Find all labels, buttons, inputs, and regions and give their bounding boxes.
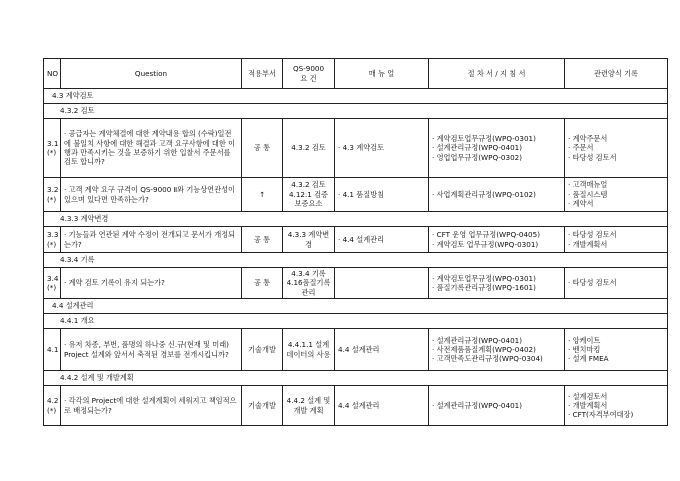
form-item: · 계약주문서 xyxy=(568,133,608,143)
procedure-item: · 사전제품품질계획(WPQ-0402) xyxy=(432,344,536,354)
row-question: · 고객 계약 요구 규격이 QS-9000 Ⅱ와 기능상연관성이 있으며 있다면 만족하는가? xyxy=(61,178,242,212)
table-row xyxy=(44,227,668,253)
row-procedures xyxy=(429,227,565,253)
form-item: · 타당성 검토서 xyxy=(568,278,617,288)
form-item: · 벤치마킹 xyxy=(568,344,601,354)
procedure-item: · 영업업무규정(WPQ-0302) xyxy=(432,152,523,162)
row-no: 3.2 (*) xyxy=(44,178,61,212)
section-row xyxy=(44,212,668,227)
table-row xyxy=(44,329,668,371)
section-4-4: 4.4 설계관리 xyxy=(44,299,668,314)
row-qs: 4.4.1.1 설계데이터의 사용 xyxy=(283,329,335,371)
row-procedures xyxy=(429,329,565,371)
row-manual: · 4.1 품질방침 xyxy=(335,178,429,212)
row-qs: 4.3.4 기록 4.16품질기록관리 xyxy=(283,268,335,299)
section-row xyxy=(44,299,668,314)
row-procedures xyxy=(429,178,565,212)
procedure-item: · 고객만족도관리규정(WPQ-0304) xyxy=(432,354,543,364)
row-dept: 기술개발 xyxy=(242,329,283,371)
form-item: · 타당성 검토서 xyxy=(568,152,617,162)
procedure-item: · 품질기록관리규정(WPQ-1601) xyxy=(432,283,536,293)
row-qs: 4.4.2 설계 및 개발 계획 xyxy=(283,386,335,426)
header-question: Question xyxy=(61,59,242,89)
row-question: · 기능들과 연관된 계약 수정이 전개되고 문서가 개정되는가? xyxy=(61,227,242,253)
header-procedure: 절 차 서 / 지 침 서 xyxy=(429,59,565,89)
section-4-4-2: 4.4.2 설계 및 개발계획 xyxy=(44,371,668,386)
procedure-item: · 계약검토업무규정(WPQ-0301) xyxy=(432,133,536,143)
row-forms xyxy=(565,227,668,253)
row-question: · 계약 검토 기록이 유지 되는가? xyxy=(61,268,242,299)
row-procedures xyxy=(429,268,565,299)
row-no: 3.4 (*) xyxy=(44,268,61,299)
row-manual xyxy=(335,268,429,299)
row-forms xyxy=(565,178,668,212)
table-row xyxy=(44,268,668,299)
row-question: · 공급자는 계약체결에 대한 계약내용 합의 (수락)일전에 불일치 사항에 대한 해결과 고객 요구사항에 대한 이행과 만족시키는 것을 보증하기 위한 입찰서 주문서를 검토 합니까? xyxy=(61,119,242,178)
row-dept: 기술개발 xyxy=(242,386,283,426)
header-qs-line2: 요 건 xyxy=(300,73,317,83)
row-manual: 4.4 설계관리 xyxy=(335,386,429,426)
row-qs: 4.3.2 검토 4.12.1 검증보증요소 xyxy=(283,178,335,212)
procedure-item: · 계약검토 업무규정(WPQ-0301) xyxy=(432,239,539,249)
header-forms: 관련양식 기록 xyxy=(565,59,668,89)
row-no: 4.2 (*) xyxy=(44,386,61,426)
section-row xyxy=(44,314,668,329)
header-qs-line1: QS-9000 xyxy=(292,64,325,74)
section-4-3: 4.3 계약검토 xyxy=(44,89,668,104)
section-row xyxy=(44,371,668,386)
row-forms xyxy=(565,268,668,299)
header-manual: 매 뉴 얼 xyxy=(335,59,429,89)
section-row xyxy=(44,104,668,119)
row-procedures xyxy=(429,386,565,426)
header-qs xyxy=(283,59,335,89)
row-no: 3.1 (*) xyxy=(44,119,61,178)
row-dept: 공 통 xyxy=(242,119,283,178)
row-qs: 4.3.2 검토 xyxy=(283,119,335,178)
section-4-3-4: 4.3.4 기록 xyxy=(44,253,668,268)
form-item: · 개발계획서 xyxy=(568,400,608,410)
form-item: · 계약서 xyxy=(568,199,594,209)
procedure-item: · 사업계획관리규정(WPQ-0102) xyxy=(432,189,536,199)
form-item: · 설계검토서 xyxy=(568,391,608,401)
row-forms xyxy=(565,329,668,371)
row-qs: 4.3.3 계약변경 xyxy=(283,227,335,253)
form-item: · 타당성 검토서 xyxy=(568,230,617,240)
section-4-3-3: 4.3.3 계약변경 xyxy=(44,212,668,227)
procedure-item: · CFT 운영 업무규정(WPQ-0405) xyxy=(432,230,541,240)
form-item: · CFT(자격부여대장) xyxy=(568,410,634,420)
form-item: · 품질시스템 xyxy=(568,189,608,199)
procedure-item: · 설계관리규정(WPQ-0401) xyxy=(432,143,523,153)
row-dept: 공 통 xyxy=(242,227,283,253)
header-row xyxy=(44,59,668,89)
form-item: · 앙케이트 xyxy=(568,335,601,345)
procedure-item: · 계약검토업무규정(WPQ-0301) xyxy=(432,273,536,283)
section-row xyxy=(44,89,668,104)
row-forms xyxy=(565,119,668,178)
form-item: · 주문서 xyxy=(568,143,594,153)
row-no: 3.3 (*) xyxy=(44,227,61,253)
section-4-3-2: 4.3.2 검토 xyxy=(44,104,668,119)
checklist-table xyxy=(43,58,668,426)
table-row xyxy=(44,178,668,212)
row-dept: 공 통 xyxy=(242,268,283,299)
form-item: · 고객매뉴얼 xyxy=(568,180,608,190)
row-forms xyxy=(565,386,668,426)
row-question: · 각각의 Project에 대한 설계계획이 세워지고 책임적으로 배정되는가? xyxy=(61,386,242,426)
table-row xyxy=(44,386,668,426)
procedure-item: · 설계관리규정(WPQ-0401) xyxy=(432,335,523,345)
section-4-4-1: 4.4.1 개요 xyxy=(44,314,668,329)
header-dept: 적용부서 xyxy=(242,59,283,89)
form-item: · 설계 FMEA xyxy=(568,354,609,364)
header-no: NO xyxy=(44,59,61,89)
row-manual: · 4.3 계약검토 xyxy=(335,119,429,178)
row-no: 4.1 xyxy=(44,329,61,371)
row-procedures xyxy=(429,119,565,178)
row-question: · 유저 차종, 부번, 품명의 하나중 신.규(현재 및 미래) Project 설계와 앞서서 축적된 경보를 전개시킵니까? xyxy=(61,329,242,371)
procedure-item: · 설계관리규정(WPQ-0401) xyxy=(432,400,523,410)
row-manual: 4.4 설계관리 xyxy=(335,329,429,371)
table-row xyxy=(44,119,668,178)
section-row xyxy=(44,253,668,268)
row-manual: · 4.4 설계관리 xyxy=(335,227,429,253)
row-dept: ↑ xyxy=(242,178,283,212)
form-item: · 개발계획서 xyxy=(568,239,608,249)
